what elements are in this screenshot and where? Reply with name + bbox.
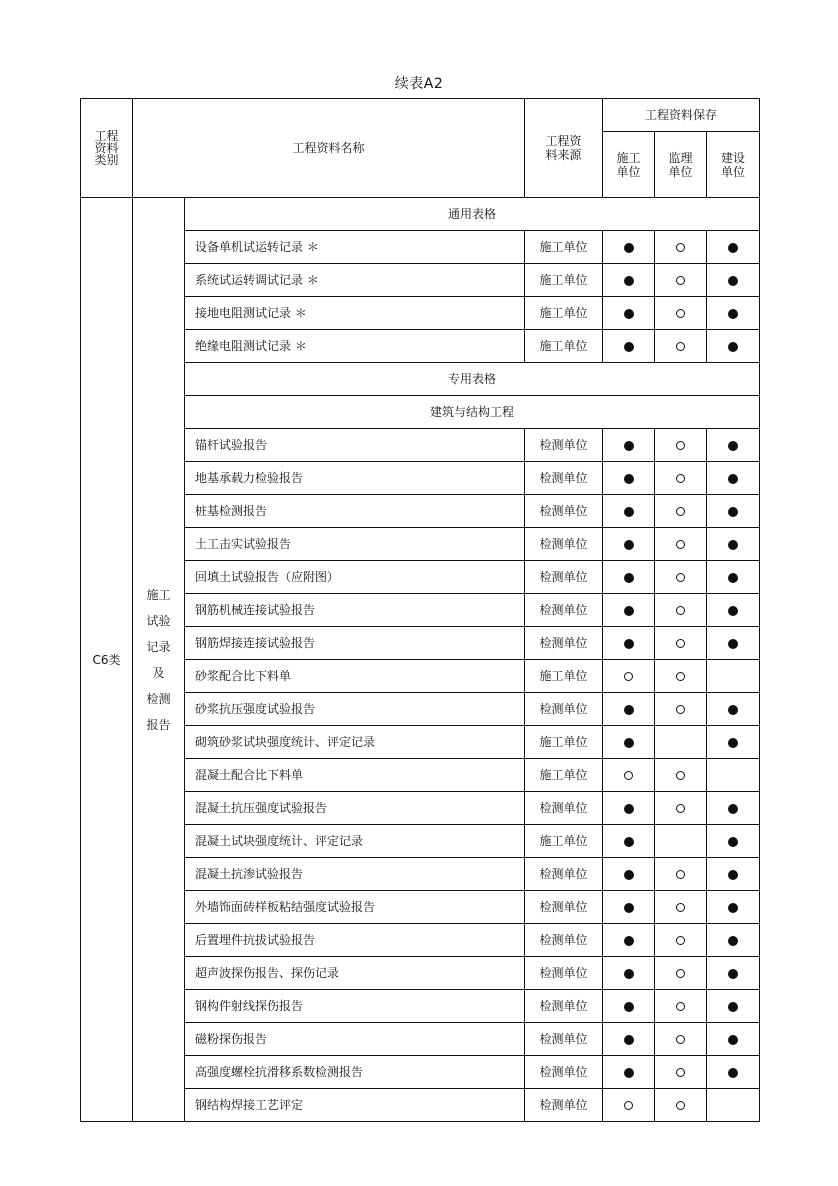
filled-circle-icon (728, 969, 738, 979)
filled-circle-icon (624, 309, 634, 319)
record-source: 施工单位 (525, 726, 603, 759)
record-name: 设备单机试运转记录 ＊ (185, 231, 525, 264)
storage-supervision-cell (655, 528, 707, 561)
storage-supervision-cell (655, 429, 707, 462)
section-row (81, 198, 760, 231)
record-name: 系统试运转调试记录 ＊ (185, 264, 525, 297)
storage-construction-cell (603, 1056, 655, 1089)
hollow-circle-icon (676, 903, 685, 912)
filled-circle-icon (728, 837, 738, 847)
storage-owner-cell (707, 330, 760, 363)
filled-circle-icon (728, 903, 738, 913)
record-name: 土工击实试验报告 (185, 528, 525, 561)
header-storage-group: 工程资料保存 (603, 99, 760, 132)
record-name: 绝缘电阻测试记录 ＊ (185, 330, 525, 363)
storage-supervision-cell (655, 825, 707, 858)
filled-circle-icon (624, 243, 634, 253)
record-source: 检测单位 (525, 924, 603, 957)
storage-construction-cell (603, 528, 655, 561)
filled-circle-icon (624, 738, 634, 748)
page-title: 续表A2 (394, 76, 444, 92)
record-name: 钢结构焊接工艺评定 (185, 1089, 525, 1122)
storage-construction-cell (603, 561, 655, 594)
record-source: 检测单位 (525, 1023, 603, 1056)
storage-supervision-cell (655, 858, 707, 891)
record-name: 后置埋件抗拔试验报告 (185, 924, 525, 957)
storage-supervision-cell (655, 627, 707, 660)
hollow-circle-icon (676, 870, 685, 879)
header-source: 工程资 料来源 (525, 99, 603, 198)
filled-circle-icon (624, 1002, 634, 1012)
storage-owner-cell (707, 825, 760, 858)
hollow-circle-icon (624, 771, 633, 780)
hollow-circle-icon (676, 804, 685, 813)
storage-construction-cell (603, 693, 655, 726)
filled-circle-icon (624, 606, 634, 616)
record-source: 检测单位 (525, 462, 603, 495)
filled-circle-icon (728, 573, 738, 583)
filled-circle-icon (624, 540, 634, 550)
header-storage-owner: 建设 单位 (707, 132, 760, 198)
storage-owner-cell (707, 1056, 760, 1089)
storage-supervision-cell (655, 297, 707, 330)
storage-owner-cell (707, 495, 760, 528)
record-source: 检测单位 (525, 957, 603, 990)
hollow-circle-icon (676, 639, 685, 648)
storage-owner-cell (707, 759, 760, 792)
section-label: 建筑与结构工程 (185, 396, 760, 429)
hollow-circle-icon (676, 936, 685, 945)
record-name: 锚杆试验报告 (185, 429, 525, 462)
storage-construction-cell (603, 297, 655, 330)
storage-construction-cell (603, 924, 655, 957)
storage-construction-cell (603, 231, 655, 264)
storage-supervision-cell (655, 990, 707, 1023)
record-name: 砌筑砂浆试块强度统计、评定记录 (185, 726, 525, 759)
filled-circle-icon (728, 342, 738, 352)
record-source: 施工单位 (525, 264, 603, 297)
filled-circle-icon (624, 441, 634, 451)
storage-supervision-cell (655, 495, 707, 528)
record-name: 混凝土试块强度统计、评定记录 (185, 825, 525, 858)
record-source: 检测单位 (525, 1089, 603, 1122)
storage-construction-cell (603, 990, 655, 1023)
filled-circle-icon (624, 804, 634, 814)
hollow-circle-icon (676, 771, 685, 780)
filled-circle-icon (624, 870, 634, 880)
storage-construction-cell (603, 792, 655, 825)
filled-circle-icon (728, 870, 738, 880)
filled-circle-icon (728, 243, 738, 253)
storage-owner-cell (707, 957, 760, 990)
hollow-circle-icon (676, 342, 685, 351)
hollow-circle-icon (624, 1101, 633, 1110)
filled-circle-icon (728, 639, 738, 649)
record-source: 检测单位 (525, 561, 603, 594)
record-name: 接地电阻测试记录 ＊ (185, 297, 525, 330)
storage-construction-cell (603, 495, 655, 528)
storage-owner-cell (707, 660, 760, 693)
record-source: 检测单位 (525, 627, 603, 660)
storage-supervision-cell (655, 231, 707, 264)
storage-owner-cell (707, 858, 760, 891)
record-source: 检测单位 (525, 594, 603, 627)
hollow-circle-icon (624, 672, 633, 681)
filled-circle-icon (624, 837, 634, 847)
storage-supervision-cell (655, 957, 707, 990)
hollow-circle-icon (676, 441, 685, 450)
storage-owner-cell (707, 594, 760, 627)
storage-supervision-cell (655, 561, 707, 594)
storage-supervision-cell (655, 660, 707, 693)
header-category: 工程 资料 类别 (81, 99, 133, 198)
record-source: 检测单位 (525, 528, 603, 561)
category-sub: 施工 试验 记录 及 检测 报告 (133, 198, 185, 1122)
record-source: 检测单位 (525, 495, 603, 528)
header-storage-supervision: 监理 单位 (655, 132, 707, 198)
storage-construction-cell (603, 330, 655, 363)
hollow-circle-icon (676, 606, 685, 615)
storage-owner-cell (707, 1089, 760, 1122)
hollow-circle-icon (676, 1002, 685, 1011)
record-source: 施工单位 (525, 825, 603, 858)
record-name: 地基承载力检验报告 (185, 462, 525, 495)
record-source: 检测单位 (525, 858, 603, 891)
storage-owner-cell (707, 627, 760, 660)
filled-circle-icon (728, 1035, 738, 1045)
storage-owner-cell (707, 924, 760, 957)
storage-owner-cell (707, 693, 760, 726)
storage-owner-cell (707, 528, 760, 561)
record-name: 磁粉探伤报告 (185, 1023, 525, 1056)
filled-circle-icon (728, 606, 738, 616)
hollow-circle-icon (676, 573, 685, 582)
records-table (80, 98, 760, 1122)
storage-construction-cell (603, 1089, 655, 1122)
record-name: 桩基检测报告 (185, 495, 525, 528)
storage-construction-cell (603, 759, 655, 792)
filled-circle-icon (624, 507, 634, 517)
storage-construction-cell (603, 825, 655, 858)
storage-owner-cell (707, 792, 760, 825)
storage-owner-cell (707, 264, 760, 297)
storage-supervision-cell (655, 792, 707, 825)
record-name: 钢构件射线探伤报告 (185, 990, 525, 1023)
record-name: 超声波探伤报告、探伤记录 (185, 957, 525, 990)
filled-circle-icon (728, 276, 738, 286)
record-name: 高强度螺栓抗滑移系数检测报告 (185, 1056, 525, 1089)
record-source: 施工单位 (525, 231, 603, 264)
section-label: 专用表格 (185, 363, 760, 396)
storage-supervision-cell (655, 330, 707, 363)
record-source: 检测单位 (525, 891, 603, 924)
storage-construction-cell (603, 462, 655, 495)
filled-circle-icon (624, 342, 634, 352)
storage-owner-cell (707, 429, 760, 462)
filled-circle-icon (624, 276, 634, 286)
filled-circle-icon (728, 540, 738, 550)
storage-supervision-cell (655, 462, 707, 495)
record-source: 施工单位 (525, 759, 603, 792)
storage-construction-cell (603, 627, 655, 660)
record-name: 混凝土抗压强度试验报告 (185, 792, 525, 825)
record-name: 砂浆配合比下料单 (185, 660, 525, 693)
header-row-top (81, 99, 760, 132)
storage-construction-cell (603, 660, 655, 693)
storage-supervision-cell (655, 594, 707, 627)
storage-supervision-cell (655, 693, 707, 726)
storage-supervision-cell (655, 1023, 707, 1056)
record-source: 检测单位 (525, 792, 603, 825)
storage-owner-cell (707, 1023, 760, 1056)
filled-circle-icon (728, 804, 738, 814)
hollow-circle-icon (676, 672, 685, 681)
filled-circle-icon (624, 936, 634, 946)
storage-supervision-cell (655, 891, 707, 924)
record-source: 施工单位 (525, 330, 603, 363)
record-source: 检测单位 (525, 990, 603, 1023)
storage-supervision-cell (655, 1056, 707, 1089)
filled-circle-icon (624, 1068, 634, 1078)
storage-construction-cell (603, 726, 655, 759)
record-name: 混凝土配合比下料单 (185, 759, 525, 792)
record-source: 检测单位 (525, 1056, 603, 1089)
filled-circle-icon (624, 1035, 634, 1045)
hollow-circle-icon (676, 507, 685, 516)
filled-circle-icon (624, 573, 634, 583)
storage-supervision-cell (655, 726, 707, 759)
filled-circle-icon (624, 903, 634, 913)
storage-owner-cell (707, 297, 760, 330)
filled-circle-icon (728, 936, 738, 946)
filled-circle-icon (624, 705, 634, 715)
category-code: C6类 (81, 198, 133, 1122)
storage-construction-cell (603, 1023, 655, 1056)
storage-owner-cell (707, 231, 760, 264)
storage-owner-cell (707, 726, 760, 759)
filled-circle-icon (728, 309, 738, 319)
hollow-circle-icon (676, 1035, 685, 1044)
storage-supervision-cell (655, 264, 707, 297)
hollow-circle-icon (676, 474, 685, 483)
filled-circle-icon (624, 474, 634, 484)
filled-circle-icon (728, 474, 738, 484)
record-source: 检测单位 (525, 429, 603, 462)
hollow-circle-icon (676, 1068, 685, 1077)
storage-construction-cell (603, 957, 655, 990)
storage-supervision-cell (655, 924, 707, 957)
record-name: 回填土试验报告（应附图） (185, 561, 525, 594)
filled-circle-icon (728, 507, 738, 517)
storage-owner-cell (707, 990, 760, 1023)
hollow-circle-icon (676, 705, 685, 714)
storage-owner-cell (707, 462, 760, 495)
filled-circle-icon (624, 969, 634, 979)
storage-owner-cell (707, 891, 760, 924)
record-name: 外墙饰面砖样板粘结强度试验报告 (185, 891, 525, 924)
hollow-circle-icon (676, 1101, 685, 1110)
filled-circle-icon (728, 441, 738, 451)
record-name: 钢筋焊接连接试验报告 (185, 627, 525, 660)
filled-circle-icon (728, 1068, 738, 1078)
filled-circle-icon (728, 738, 738, 748)
record-name: 混凝土抗渗试验报告 (185, 858, 525, 891)
record-source: 施工单位 (525, 297, 603, 330)
storage-construction-cell (603, 594, 655, 627)
storage-construction-cell (603, 429, 655, 462)
hollow-circle-icon (676, 276, 685, 285)
header-name: 工程资料名称 (133, 99, 525, 198)
header-storage-construction: 施工 单位 (603, 132, 655, 198)
record-name: 钢筋机械连接试验报告 (185, 594, 525, 627)
section-label: 通用表格 (185, 198, 760, 231)
storage-supervision-cell (655, 1089, 707, 1122)
storage-construction-cell (603, 891, 655, 924)
record-source: 施工单位 (525, 660, 603, 693)
hollow-circle-icon (676, 243, 685, 252)
storage-owner-cell (707, 561, 760, 594)
storage-construction-cell (603, 858, 655, 891)
hollow-circle-icon (676, 969, 685, 978)
storage-construction-cell (603, 264, 655, 297)
filled-circle-icon (728, 705, 738, 715)
storage-supervision-cell (655, 759, 707, 792)
record-source: 检测单位 (525, 693, 603, 726)
hollow-circle-icon (676, 540, 685, 549)
filled-circle-icon (624, 639, 634, 649)
record-name: 砂浆抗压强度试验报告 (185, 693, 525, 726)
filled-circle-icon (728, 1002, 738, 1012)
hollow-circle-icon (676, 309, 685, 318)
